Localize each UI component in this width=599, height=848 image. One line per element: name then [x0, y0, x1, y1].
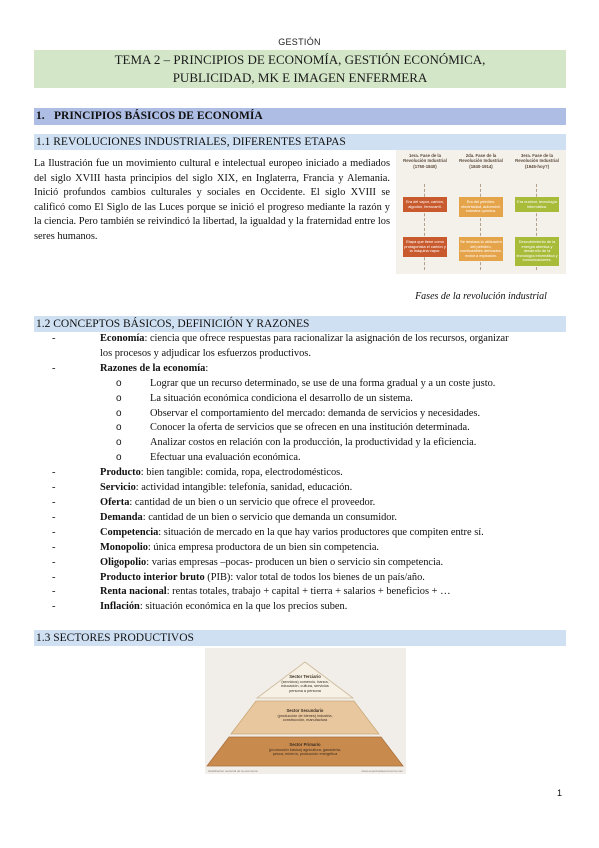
- industrial-revolution-figure: [396, 150, 566, 274]
- list-item-monopolio: - Monopolio: única empresa productora de un bien sin competencia.: [52, 541, 380, 553]
- list-item-demanda: - Demanda: cantidad de un bien o servicio que demanda un consumidor.: [52, 511, 397, 523]
- phase-1-box-detail: Etapa que tiene como protagonista el carbón y la máquina vapor.: [403, 237, 447, 257]
- definition: : varias empresas –pocas- producen un bien o servicio sin competencia.: [146, 556, 444, 568]
- sub-list-item: o Conocer la oferta de servicios que se ofrecen en una institución determinada.: [116, 422, 470, 434]
- term: Renta nacional: [100, 586, 167, 598]
- title-line-1: TEMA 2 – PRINCIPIOS DE ECONOMÍA, GESTIÓN ECONÓMICA,: [114, 52, 486, 67]
- pyramid-label-secundario: [270, 709, 340, 723]
- list-item-competencia: - Competencia: situación de mercado en la que hay varios productores que compiten entre sí.: [52, 526, 484, 538]
- definition: :: [205, 362, 209, 374]
- intro-paragraph: La Ilustración fue un movimiento cultural e intelectual europeo iniciado a mediados del siglo XVIII hasta principios del siglo XIX, en Inglaterra, Francia y Alemania. Inició profundos cambios culturales y sociales en Occidente. El siglo XVIII se calificó como El Siglo de las Luces porque se inició el progreso mediante la razón y la ciencia. Pero también se reivindicó la libertad, la igualdad y la fraternidad entre los seres humanos.: [34, 158, 390, 242]
- term: Oferta: [100, 496, 130, 508]
- level-description: (producción básica) agricultura, ganadería, pesca, minería, producción energética: [268, 747, 342, 756]
- level-description: (servicios) comercio, banca, educación, cultura, servicios persona a persona: [281, 679, 329, 693]
- definition: : ciencia que ofrece respuestas para racionalizar la asignación de los recursos, organizar: [144, 333, 509, 344]
- phase-1-heading: [400, 153, 450, 185]
- list-item-razones: - Razones de la economía:: [52, 362, 209, 374]
- phase-3-heading: [512, 153, 562, 185]
- sub-item-text: Efectuar una evaluación económica.: [150, 452, 301, 464]
- running-header: GESTIÓN: [278, 37, 321, 47]
- definition: : cantidad de un bien o servicio que demanda un consumidor.: [142, 511, 397, 523]
- level-name: Sector Secundario: [286, 708, 324, 713]
- term: Oligopolio: [100, 556, 147, 568]
- phase-3-years: (1945-hoy?): [524, 163, 550, 169]
- term: Economía: [100, 333, 145, 344]
- sub-item-text: La situación económica condiciona el desarrollo de un sistema.: [150, 392, 413, 404]
- subsection-heading-1-2: 1.2 CONCEPTOS BÁSICOS, DEFINICIÓN Y RAZONES: [34, 316, 566, 332]
- list-item-servicio: - Servicio: actividad intangible: telefonía, sanidad, educación.: [52, 482, 353, 494]
- list-item-oligopolio: - Oligopolio: varias empresas –pocas- producen un bien o servicio sin competencia.: [52, 556, 444, 568]
- phase-1-box-era: Era del vapor, carbón, algodón, ferrocarril.: [403, 197, 447, 212]
- section-number: 1.: [36, 110, 45, 122]
- term: Razones de la economía: [100, 362, 206, 374]
- title-line-2: PUBLICIDAD, MK E IMAGEN ENFERMERA: [172, 70, 428, 85]
- document-title: [34, 50, 566, 88]
- sub-item-text: Observar el comportamiento del mercado: demanda de servicios y necesidades.: [150, 407, 481, 419]
- definition: (PIB): valor total de todos los bienes de un país/año.: [204, 571, 425, 583]
- list-item-economia-continued: los procesos y adjudicar los esfuerzos productivos.: [100, 347, 311, 359]
- term: Competencia: [100, 526, 159, 538]
- level-name: Sector Primario: [289, 742, 321, 747]
- phase-2-box-detail: Se destaca la utilización del petróleo, combustibles derivados, motor a explosión.: [459, 237, 503, 261]
- term: Monopolio: [100, 541, 148, 553]
- pyramid-label-primario: [265, 743, 345, 757]
- definition: : actividad intangible: telefonía, sanidad, educación.: [135, 482, 353, 494]
- definition: : bien tangible: comida, ropa, electrodomésticos.: [140, 467, 343, 479]
- list-item-pib: - Producto interior bruto (PIB): valor total de todos los bienes de un país/año.: [52, 571, 425, 583]
- list-item-oferta: - Oferta: cantidad de un bien o un servicio que ofrece el proveedor.: [52, 496, 376, 508]
- term: Inflación: [100, 601, 140, 613]
- phase-3-title: 3era. Fase de la Revolución Industrial: [515, 153, 559, 164]
- phase-column-2: [456, 153, 506, 271]
- sub-list-item: o Observar el comportamiento del mercado: demanda de servicios y necesidades.: [116, 407, 481, 419]
- term: Demanda: [100, 511, 143, 523]
- phase-column-3: [512, 153, 562, 271]
- phase-2-heading: [456, 153, 506, 185]
- definition: : única empresa productora de un bien sin competencia.: [147, 541, 380, 553]
- sub-list-item: o Analizar costos en relación con la producción, la productividad y la eficiencia.: [116, 437, 477, 449]
- subsection-heading-1-3: 1.3 SECTORES PRODUCTIVOS: [34, 630, 566, 646]
- pyramid-footer-right: www.expertosdeeconomia.com: [361, 769, 403, 773]
- sub-item-text: Analizar costos en relación con la producción, la productividad y la eficiencia.: [150, 437, 477, 449]
- level-name: Sector Terciario: [289, 674, 321, 679]
- phase-1-title: 1era. Fase de la Revolución Industrial: [403, 153, 447, 164]
- list-item-renta: - Renta nacional: rentas totales, trabajo + capital + tierra + salarios + beneficios + …: [52, 586, 451, 598]
- sub-item-text: Conocer la oferta de servicios que se ofrecen en una institución determinada.: [150, 422, 470, 434]
- phase-3-box-era: Era nuclear, tecnología informática.: [515, 197, 559, 212]
- phase-2-box-era: Era del petróleo, electricidad, automóvil, industria química.: [459, 197, 503, 217]
- term: Producto interior bruto: [100, 571, 205, 583]
- section-heading-1: [34, 108, 566, 125]
- section-title: PRINCIPIOS BÁSICOS DE ECONOMÍA: [54, 110, 263, 122]
- definition: : situación económica en la que los precios suben.: [139, 601, 348, 613]
- page-number: 1: [557, 788, 563, 798]
- list-item-inflacion: - Inflación: situación económica en la que los precios suben.: [52, 601, 348, 613]
- definition: : cantidad de un bien o un servicio que ofrece el proveedor.: [129, 496, 376, 508]
- figure-caption: Fases de la revolución industrial: [415, 291, 547, 302]
- pyramid-label-terciario: [275, 675, 335, 693]
- level-description: (producción de bienes) industria, construcción, manufactura: [277, 713, 333, 722]
- phase-2-years: (1840-1914): [469, 163, 493, 169]
- term: Producto: [100, 467, 141, 479]
- list-item-producto: - Producto: bien tangible: comida, ropa, electrodomésticos.: [52, 467, 343, 479]
- sub-list-item: o Efectuar una evaluación económica.: [116, 452, 301, 464]
- sub-list-item: o La situación económica condiciona el desarrollo de un sistema.: [116, 392, 413, 404]
- productive-sectors-pyramid: [205, 648, 406, 774]
- sub-list-item: o Lograr que un recurso determinado, se use de una forma gradual y a un coste justo.: [116, 377, 496, 389]
- list-item-economia: - Economía: ciencia que ofrece respuestas para racionalizar la asignación de los recursos, organizar: [52, 333, 509, 344]
- phase-column-1: [400, 153, 450, 271]
- definition: : situación de mercado en la que hay varios productores que compiten entre sí.: [158, 526, 484, 538]
- phase-3-box-detail: Descubrimiento de la energía atómica y desarrollo de la tecnología informática y comunicaciones.: [515, 237, 559, 266]
- phase-2-title: 2da. Fase de la Revolución Industrial: [459, 153, 503, 164]
- sub-item-text: Lograr que un recurso determinado, se use de una forma gradual y a un coste justo.: [150, 377, 496, 389]
- definition: : rentas totales, trabajo + capital + tierra + salarios + beneficios + …: [166, 586, 451, 598]
- concepts-list: [34, 332, 566, 615]
- subsection-heading-1-1: 1.1 REVOLUCIONES INDUSTRIALES, DIFERENTES ETAPAS: [34, 134, 566, 150]
- pyramid-footer-left: clasificación sectorial de la economía: [208, 769, 258, 773]
- phase-1-years: (1750-1840): [413, 163, 437, 169]
- term: Servicio: [100, 482, 136, 494]
